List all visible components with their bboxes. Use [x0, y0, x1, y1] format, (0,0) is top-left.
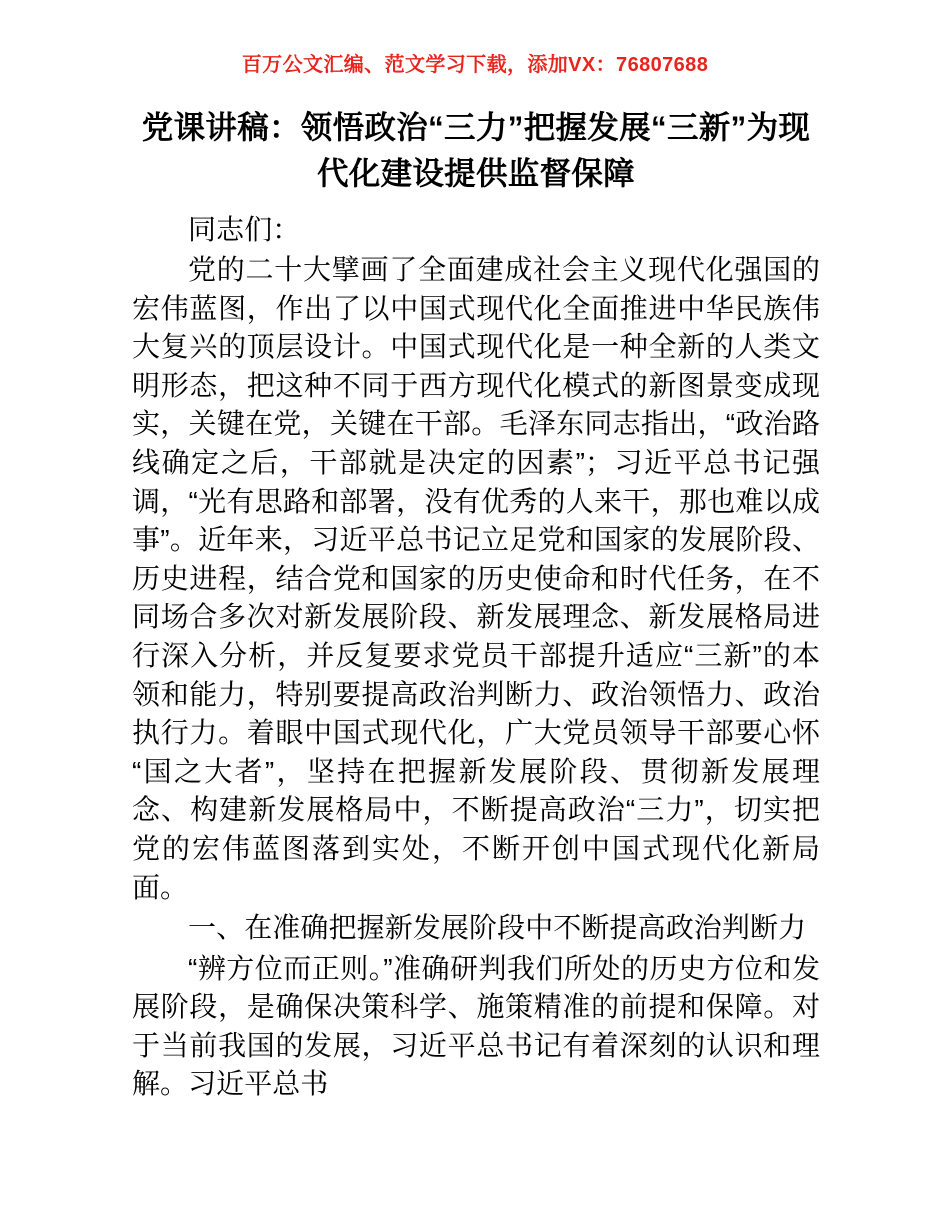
document-body [132, 104, 820, 1106]
section-heading-1: 一、在准确把握新发展阶段中不断提高政治判断力 [188, 912, 807, 944]
page-title: 党课讲稿：领悟政治“三力”把握发展“三新”为现代化建设提供监督保障 [141, 109, 811, 191]
body-paragraph: “辨方位而正则。”准确研判我们所处的历史方位和发展阶段，是确保决策科学、施策精准的前提和保障。对于当前我国的发展，习近平总书记有着深刻的认识和理解。习近平总书 [132, 952, 820, 1100]
salutation: 同志们： [188, 214, 301, 245]
promo-header-text: 百万公文汇编、范文学习下载，添加VX：76807688 [241, 54, 709, 76]
body-paragraph: 党的二十大擘画了全面建成社会主义现代化强国的宏伟蓝图，作出了以中国式现代化全面推进中华民族伟大复兴的顶层设计。中国式现代化是一种全新的人类文明形态，把这种不同于西方现代化模式的新图景变成现实，关键在党，关键在干部。毛泽东同志指出，“政治路线确定之后，干部就是决定的因素”；习近平总书记强调，“光有思路和部署，没有优秀的人来干，那也难以成事”。近年来，习近平总书记立足党和国家的发展阶段、历史进程，结合党和国家的历史使命和时代任务，在不同场合多次对新发展阶段、新发展理念、新发展格局进行深入分析，并反复要求党员干部提升适应“三新”的本领和能力，特别要提高政治判断力、政治领悟力、政治执行力。着眼中国式现代化，广大党员领导干部要心怀“国之大者”，坚持在把握新发展阶段、贯彻新发展理念、构建新发展格局中，不断提高政治“三力”，切实把党的宏伟蓝图落到实处，不断开创中国式现代化新局面。 [132, 254, 820, 903]
